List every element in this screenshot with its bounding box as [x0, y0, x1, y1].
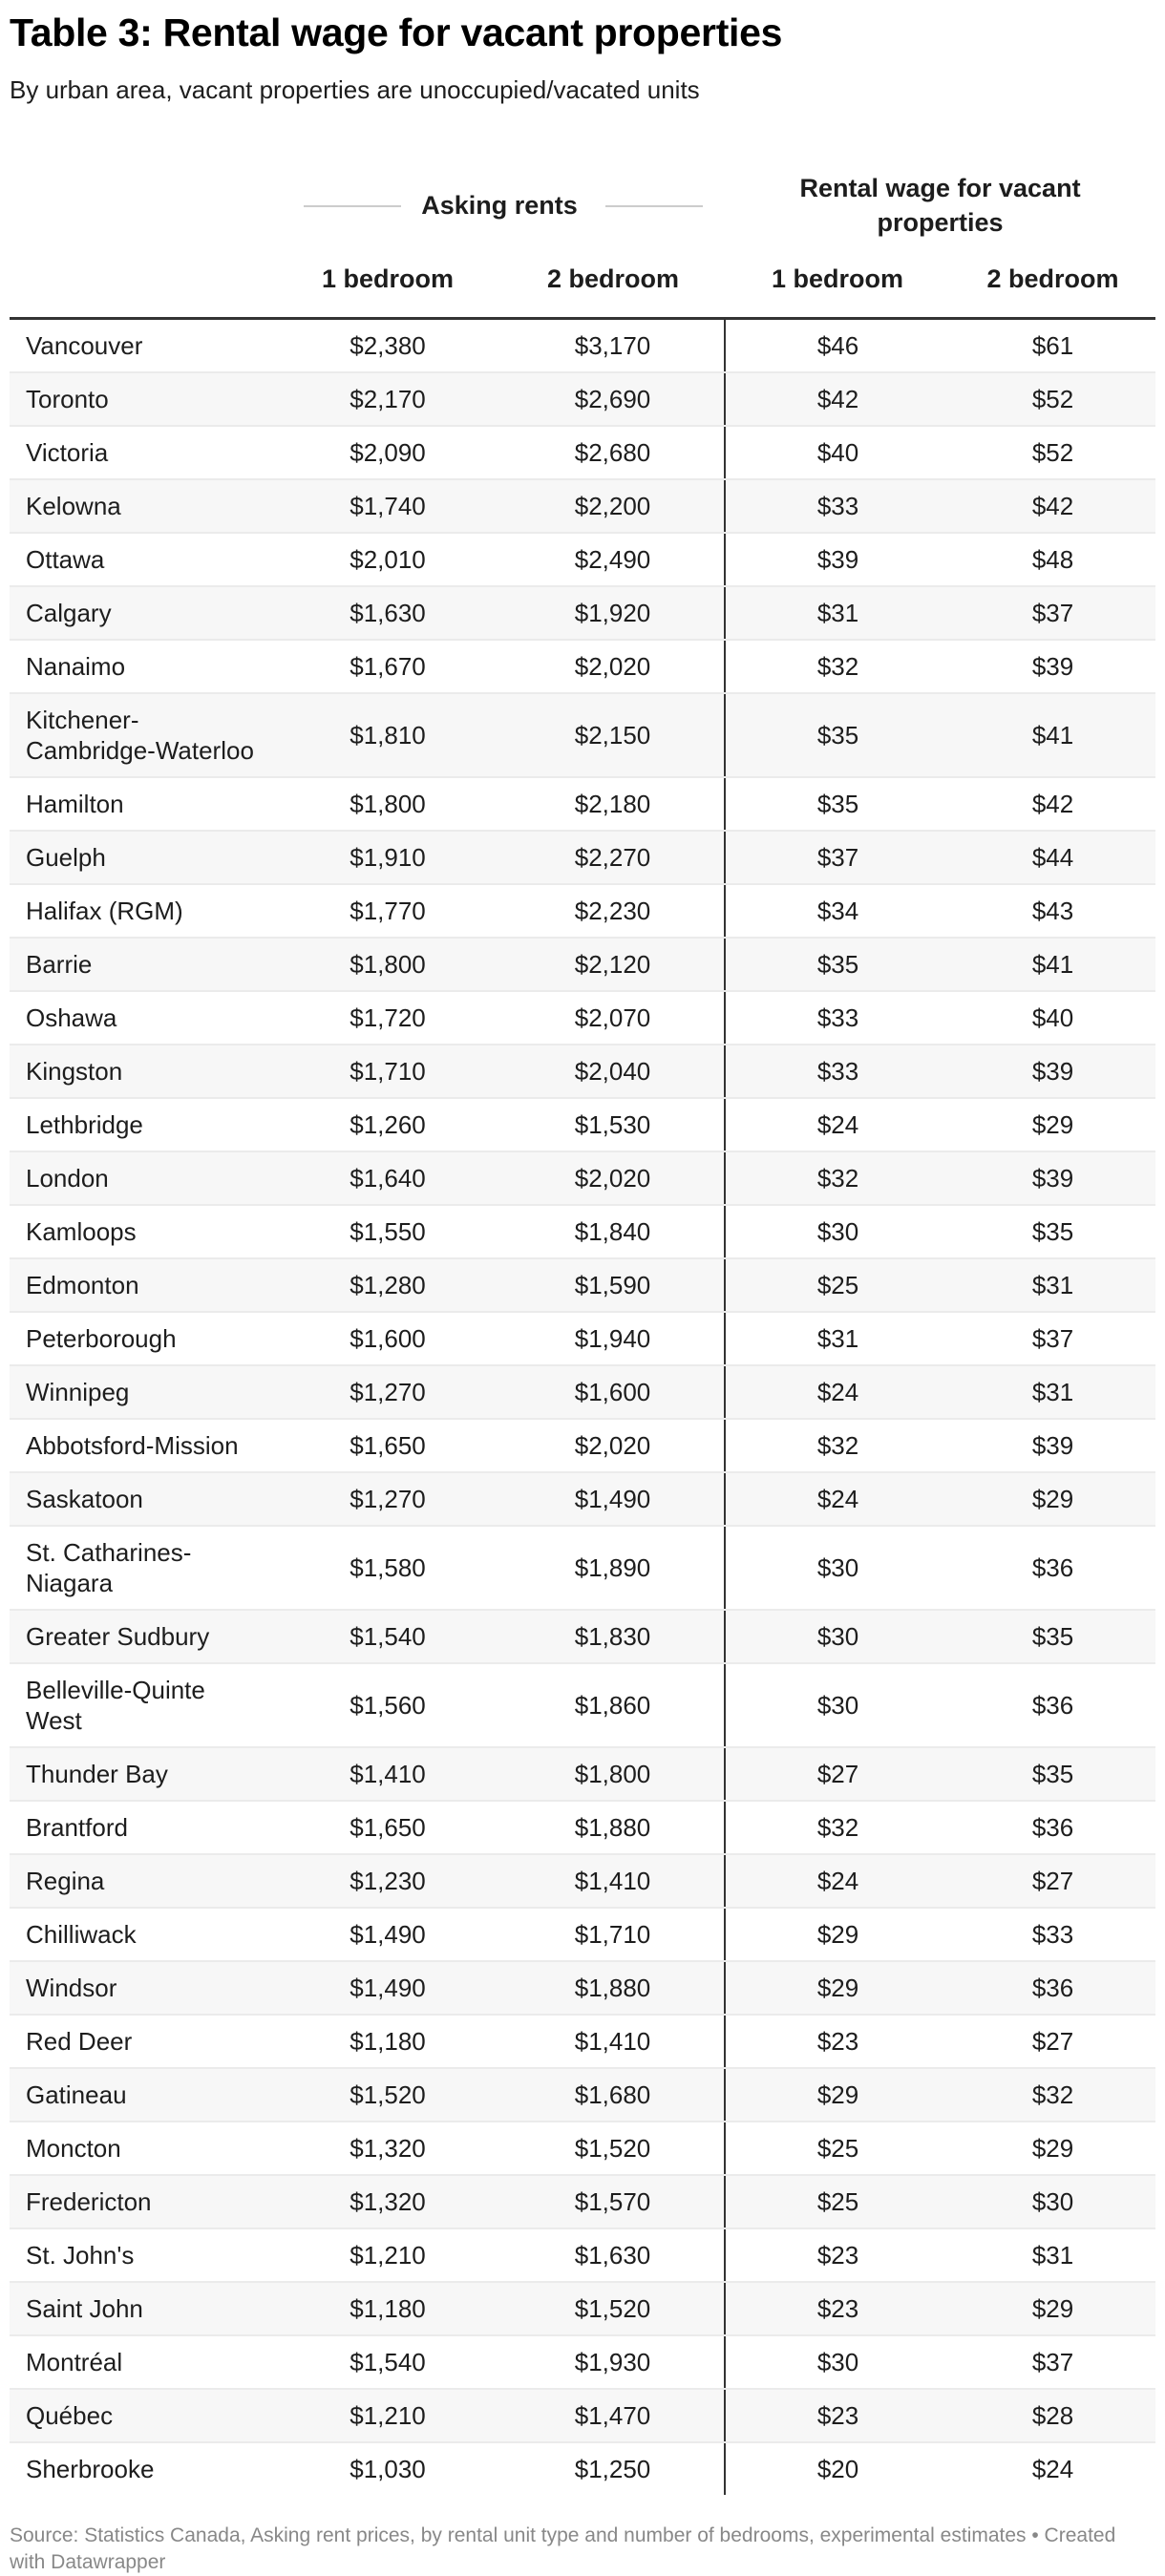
cell-city: Ottawa	[10, 533, 274, 586]
table-row	[10, 1419, 1155, 1472]
table-row	[10, 372, 1155, 426]
cell-wage-1bed: $24	[725, 1098, 950, 1151]
cell-wage-2bed: $39	[950, 640, 1155, 693]
column-header-row	[10, 258, 1155, 319]
cell-asking-1bed: $1,650	[274, 1801, 501, 1854]
cell-asking-2bed: $1,880	[501, 1801, 725, 1854]
cell-asking-2bed: $2,680	[501, 426, 725, 479]
cell-city: Calgary	[10, 586, 274, 640]
table-row	[10, 693, 1155, 777]
cell-wage-2bed: $31	[950, 1258, 1155, 1312]
cell-city: Halifax (RGM)	[10, 884, 274, 938]
cell-asking-1bed: $1,770	[274, 884, 501, 938]
cell-wage-1bed: $27	[725, 1747, 950, 1801]
cell-asking-2bed: $3,170	[501, 319, 725, 373]
cell-asking-1bed: $1,740	[274, 479, 501, 533]
cell-wage-1bed: $33	[725, 991, 950, 1045]
cell-asking-1bed: $1,540	[274, 1610, 501, 1663]
cell-wage-1bed: $32	[725, 640, 950, 693]
cell-wage-1bed: $33	[725, 479, 950, 533]
table-row	[10, 1854, 1155, 1908]
cell-wage-1bed: $23	[725, 2228, 950, 2282]
table-row	[10, 2175, 1155, 2228]
cell-city: Brantford	[10, 1801, 274, 1854]
cell-wage-1bed: $32	[725, 1801, 950, 1854]
cell-wage-2bed: $36	[950, 1526, 1155, 1610]
source-note: Source: Statistics Canada, Asking rent prices, by rental unit type and number of bedrooms, experimental estimates • Created with Datawrapper	[10, 2524, 1116, 2573]
cell-city: Saint John	[10, 2282, 274, 2335]
cell-asking-2bed: $1,410	[501, 2015, 725, 2068]
cell-asking-2bed: $1,520	[501, 2282, 725, 2335]
cell-wage-1bed: $31	[725, 1312, 950, 1365]
cell-asking-1bed: $2,090	[274, 426, 501, 479]
cell-asking-1bed: $1,710	[274, 1045, 501, 1098]
cell-wage-2bed: $42	[950, 777, 1155, 831]
cell-city: Regina	[10, 1854, 274, 1908]
cell-city: Hamilton	[10, 777, 274, 831]
cell-asking-2bed: $1,520	[501, 2122, 725, 2175]
cell-wage-1bed: $37	[725, 831, 950, 884]
cell-asking-2bed: $1,250	[574, 2455, 651, 2483]
cell-asking-1bed: $1,490	[274, 1908, 501, 1961]
table-row	[10, 991, 1155, 1045]
cell-asking-1bed: $1,180	[274, 2282, 501, 2335]
cell-asking-2bed: $1,570	[501, 2175, 725, 2228]
cell-city: Guelph	[10, 831, 274, 884]
table-row	[10, 319, 1155, 373]
cell-asking-1bed: $1,670	[274, 640, 501, 693]
cell-wage-1bed: $24	[725, 1854, 950, 1908]
cell-wage-1bed: $23	[725, 2282, 950, 2335]
cell-asking-1bed: $1,270	[274, 1472, 501, 1526]
cell-asking-1bed: $1,650	[274, 1419, 501, 1472]
table-row	[10, 533, 1155, 586]
table-row	[10, 1610, 1155, 1663]
cell-city: St. Catharines-Niagara	[10, 1526, 274, 1610]
group-header-asking-label: Asking rents	[421, 191, 578, 220]
table-row	[10, 2122, 1155, 2175]
column-header-asking-2bed[interactable]: 2 bedroom	[501, 258, 725, 319]
cell-asking-1bed: $1,280	[274, 1258, 501, 1312]
cell-city: Kamloops	[10, 1205, 274, 1258]
cell-wage-2bed: $27	[950, 1854, 1155, 1908]
table-row	[10, 1312, 1155, 1365]
cell-asking-2bed: $2,020	[501, 1419, 725, 1472]
cell-asking-2bed: $2,230	[501, 884, 725, 938]
cell-asking-1bed: $1,180	[274, 2015, 501, 2068]
cell-city: Peterborough	[10, 1312, 274, 1365]
cell-city: Winnipeg	[10, 1365, 274, 1419]
cell-asking-2bed: $1,930	[501, 2335, 725, 2389]
group-rule-right	[605, 205, 703, 207]
cell-wage-1bed: $25	[725, 1258, 950, 1312]
table-row	[10, 1098, 1155, 1151]
cell-wage-2bed: $37	[950, 1312, 1155, 1365]
cell-wage-2bed: $41	[950, 693, 1155, 777]
cell-wage-2bed: $29	[950, 2122, 1155, 2175]
cell-city: Belleville-Quinte West	[10, 1663, 274, 1747]
table-row	[10, 1961, 1155, 2015]
cell-asking-1bed: $1,230	[274, 1854, 501, 1908]
cell-wage-2bed: $33	[950, 1908, 1155, 1961]
cell-city: Montréal	[10, 2335, 274, 2389]
cell-asking-2bed: $1,680	[501, 2068, 725, 2122]
cell-wage-1bed: $33	[725, 1045, 950, 1098]
cell-city: St. John's	[10, 2228, 274, 2282]
cell-asking-1bed: $2,010	[274, 533, 501, 586]
cell-wage-1bed: $23	[725, 2389, 950, 2442]
cell-asking-1bed: $1,800	[274, 777, 501, 831]
cell-wage-2bed: $61	[950, 319, 1155, 373]
table-row	[10, 831, 1155, 884]
cell-wage-1bed: $30	[725, 1205, 950, 1258]
cell-wage-2bed: $30	[950, 2175, 1155, 2228]
cell-city: Windsor	[10, 1961, 274, 2015]
table-row	[10, 1205, 1155, 1258]
cell-wage-1bed: $32	[725, 1151, 950, 1205]
table-body	[10, 319, 1155, 2496]
cell-wage-1bed: $24	[725, 1365, 950, 1419]
cell-asking-1bed: $1,630	[274, 586, 501, 640]
cell-asking-2bed: $1,630	[501, 2228, 725, 2282]
cell-city: Victoria	[10, 426, 274, 479]
cell-city: Abbotsford-Mission	[10, 1419, 274, 1472]
cell-wage-2bed: $29	[950, 1098, 1155, 1151]
table-row	[10, 884, 1155, 938]
table-row	[10, 1663, 1155, 1747]
cell-asking-2bed: $2,040	[501, 1045, 725, 1098]
cell-asking-2bed: $1,490	[501, 1472, 725, 1526]
table-row	[10, 777, 1155, 831]
cell-asking-1bed: $1,560	[274, 1663, 501, 1747]
cell-wage-1bed: $29	[725, 2068, 950, 2122]
cell-asking-2bed: $1,710	[501, 1908, 725, 1961]
cell-city: Vancouver	[10, 319, 274, 373]
table-row	[10, 1908, 1155, 1961]
cell-asking-2bed: $1,830	[501, 1610, 725, 1663]
cell-wage-1bed: $29	[725, 1961, 950, 2015]
column-header-wage-2bed[interactable]: 2 bedroom	[950, 258, 1155, 319]
cell-asking-2bed: $1,530	[501, 1098, 725, 1151]
cell-asking-2bed: $1,410	[501, 1854, 725, 1908]
column-header-city[interactable]	[10, 258, 274, 319]
column-header-asking-1bed[interactable]: 1 bedroom	[274, 258, 501, 319]
cell-asking-2bed: $2,120	[501, 938, 725, 991]
table-row	[10, 938, 1155, 991]
cell-asking-2bed: $1,890	[501, 1526, 725, 1610]
group-header-asking-rents	[274, 153, 725, 258]
cell-asking-2bed: $2,150	[501, 693, 725, 777]
cell-wage-2bed: $40	[950, 991, 1155, 1045]
table-row	[10, 1151, 1155, 1205]
table-row	[10, 479, 1155, 533]
cell-wage-2bed: $31	[950, 1365, 1155, 1419]
cell-asking-2bed: $1,880	[501, 1961, 725, 2015]
cell-asking-1bed: $1,810	[274, 693, 501, 777]
table-row	[10, 1365, 1155, 1419]
cell-asking-2bed: $2,070	[501, 991, 725, 1045]
cell-city: Chilliwack	[10, 1908, 274, 1961]
cell-asking-2bed: $1,940	[501, 1312, 725, 1365]
cell-asking-2bed: $1,800	[501, 1747, 725, 1801]
cell-asking-2bed: $1,470	[501, 2389, 725, 2442]
rental-wage-table	[10, 153, 1155, 2495]
cell-city: Nanaimo	[10, 640, 274, 693]
cell-wage-2bed: $35	[950, 1747, 1155, 1801]
cell-asking-2bed: $2,270	[501, 831, 725, 884]
cell-city: Oshawa	[10, 991, 274, 1045]
cell-wage-2bed: $52	[950, 426, 1155, 479]
cell-wage-1bed: $24	[725, 1472, 950, 1526]
cell-wage-2bed: $32	[950, 2068, 1155, 2122]
table-row	[10, 1258, 1155, 1312]
cell-city: Sherbrooke	[26, 2455, 155, 2483]
cell-asking-1bed: $1,260	[274, 1098, 501, 1151]
cell-wage-1bed: $29	[725, 1908, 950, 1961]
cell-wage-2bed: $39	[950, 1151, 1155, 1205]
cell-wage-2bed: $48	[950, 533, 1155, 586]
group-header-row	[10, 153, 1155, 258]
cell-asking-1bed: $1,490	[274, 1961, 501, 2015]
cell-wage-2bed: $52	[950, 372, 1155, 426]
cell-wage-2bed: $29	[950, 1472, 1155, 1526]
cell-wage-1bed: $42	[725, 372, 950, 426]
cell-city: Barrie	[10, 938, 274, 991]
cell-wage-1bed: $46	[725, 319, 950, 373]
cell-asking-2bed: $2,200	[501, 479, 725, 533]
cell-wage-1bed: $35	[725, 693, 950, 777]
cell-asking-1bed: $1,640	[274, 1151, 501, 1205]
cell-asking-1bed: $1,540	[274, 2335, 501, 2389]
cell-city: Fredericton	[10, 2175, 274, 2228]
cell-wage-2bed: $31	[950, 2228, 1155, 2282]
cell-wage-1bed: $35	[725, 777, 950, 831]
cell-city: Saskatoon	[10, 1472, 274, 1526]
table-row	[10, 2389, 1155, 2442]
cell-wage-1bed: $35	[725, 938, 950, 991]
cell-asking-1bed: $1,800	[274, 938, 501, 991]
cell-wage-2bed: $42	[950, 479, 1155, 533]
table-row	[10, 426, 1155, 479]
cell-asking-1bed: $1,580	[274, 1526, 501, 1610]
chart-subtitle: By urban area, vacant properties are unoccupied/vacated units	[10, 75, 700, 104]
cell-city: Thunder Bay	[10, 1747, 274, 1801]
cell-wage-2bed: $39	[950, 1045, 1155, 1098]
cell-asking-2bed: $1,590	[501, 1258, 725, 1312]
cell-asking-1bed: $1,030	[350, 2455, 426, 2483]
cell-city: Toronto	[10, 372, 274, 426]
cell-asking-2bed: $1,840	[501, 1205, 725, 1258]
cell-asking-1bed: $2,380	[274, 319, 501, 373]
cell-wage-2bed: $41	[950, 938, 1155, 991]
cell-wage-1bed: $30	[725, 1610, 950, 1663]
table-row	[10, 1801, 1155, 1854]
table-row	[10, 586, 1155, 640]
cell-wage-1bed: $25	[725, 2175, 950, 2228]
table-row	[10, 1472, 1155, 1526]
cell-asking-2bed: $1,920	[501, 586, 725, 640]
cell-wage-1bed: $30	[725, 1663, 950, 1747]
cell-city: Lethbridge	[10, 1098, 274, 1151]
cell-city: Greater Sudbury	[10, 1610, 274, 1663]
table-row	[10, 640, 1155, 693]
cell-wage-1bed: $30	[725, 2335, 950, 2389]
chart-title: Table 3: Rental wage for vacant properties	[10, 11, 783, 54]
cell-asking-1bed: $2,170	[274, 372, 501, 426]
cell-wage-1bed: $32	[725, 1419, 950, 1472]
cell-wage-2bed: $43	[950, 884, 1155, 938]
cell-asking-1bed: $1,210	[274, 2228, 501, 2282]
cell-city: Red Deer	[10, 2015, 274, 2068]
cell-asking-1bed: $1,910	[274, 831, 501, 884]
cell-asking-1bed: $1,600	[274, 1312, 501, 1365]
cell-wage-1bed: $34	[725, 884, 950, 938]
table-header	[10, 153, 1155, 319]
column-header-wage-1bed[interactable]: 1 bedroom	[725, 258, 950, 319]
cell-wage-1bed: $40	[725, 426, 950, 479]
cell-wage-1bed: $39	[725, 533, 950, 586]
group-header-rental-wage: Rental wage for vacant properties	[799, 174, 1081, 237]
table-row	[10, 2282, 1155, 2335]
cell-city: Kelowna	[10, 479, 274, 533]
cell-wage-2bed: $36	[950, 1961, 1155, 2015]
cell-asking-2bed: $2,490	[501, 533, 725, 586]
table-row	[10, 2442, 1155, 2495]
cell-wage-1bed: $25	[725, 2122, 950, 2175]
cell-city: Québec	[10, 2389, 274, 2442]
table-row	[10, 1747, 1155, 1801]
cell-asking-1bed: $1,320	[274, 2122, 501, 2175]
cell-wage-2bed: $36	[950, 1801, 1155, 1854]
cell-wage-2bed: $37	[950, 586, 1155, 640]
table-row	[10, 1045, 1155, 1098]
cell-wage-2bed: $44	[950, 831, 1155, 884]
table-row	[10, 2015, 1155, 2068]
table-row	[10, 1526, 1155, 1610]
cell-wage-1bed: $31	[725, 586, 950, 640]
table-row	[10, 2068, 1155, 2122]
cell-wage-2bed: $36	[950, 1663, 1155, 1747]
cell-asking-2bed: $2,180	[501, 777, 725, 831]
group-rule-left	[304, 205, 401, 207]
cell-wage-2bed: $29	[950, 2282, 1155, 2335]
cell-wage-2bed: $27	[950, 2015, 1155, 2068]
cell-wage-2bed: $39	[950, 1419, 1155, 1472]
cell-asking-2bed: $2,020	[501, 1151, 725, 1205]
cell-asking-1bed: $1,720	[274, 991, 501, 1045]
data-table-container	[10, 153, 1155, 2495]
cell-wage-1bed: $23	[725, 2015, 950, 2068]
table-row	[10, 2335, 1155, 2389]
cell-city: Moncton	[10, 2122, 274, 2175]
cell-wage-2bed: $37	[950, 2335, 1155, 2389]
cell-asking-1bed: $1,210	[274, 2389, 501, 2442]
cell-wage-1bed: $30	[725, 1526, 950, 1610]
cell-city: Gatineau	[10, 2068, 274, 2122]
cell-asking-2bed: $2,690	[501, 372, 725, 426]
cell-city: London	[10, 1151, 274, 1205]
group-header-empty	[10, 153, 274, 258]
cell-asking-1bed: $1,550	[274, 1205, 501, 1258]
cell-asking-2bed: $1,600	[501, 1365, 725, 1419]
cell-asking-1bed: $1,320	[274, 2175, 501, 2228]
cell-asking-1bed: $1,520	[274, 2068, 501, 2122]
cell-wage-2bed: $35	[950, 1205, 1155, 1258]
cell-asking-2bed: $1,860	[501, 1663, 725, 1747]
cell-asking-2bed: $2,020	[501, 640, 725, 693]
cell-wage-2bed: $35	[950, 1610, 1155, 1663]
cell-city: Kingston	[10, 1045, 274, 1098]
table-row	[10, 2228, 1155, 2282]
cell-wage-1bed: $20	[725, 2442, 950, 2495]
cell-wage-2bed: $24	[1031, 2455, 1074, 2483]
cell-asking-1bed: $1,270	[274, 1365, 501, 1419]
cell-city: Edmonton	[10, 1258, 274, 1312]
cell-wage-2bed: $28	[950, 2389, 1155, 2442]
cell-city: Kitchener-Cambridge-Waterloo	[10, 693, 274, 777]
cell-asking-1bed: $1,410	[274, 1747, 501, 1801]
